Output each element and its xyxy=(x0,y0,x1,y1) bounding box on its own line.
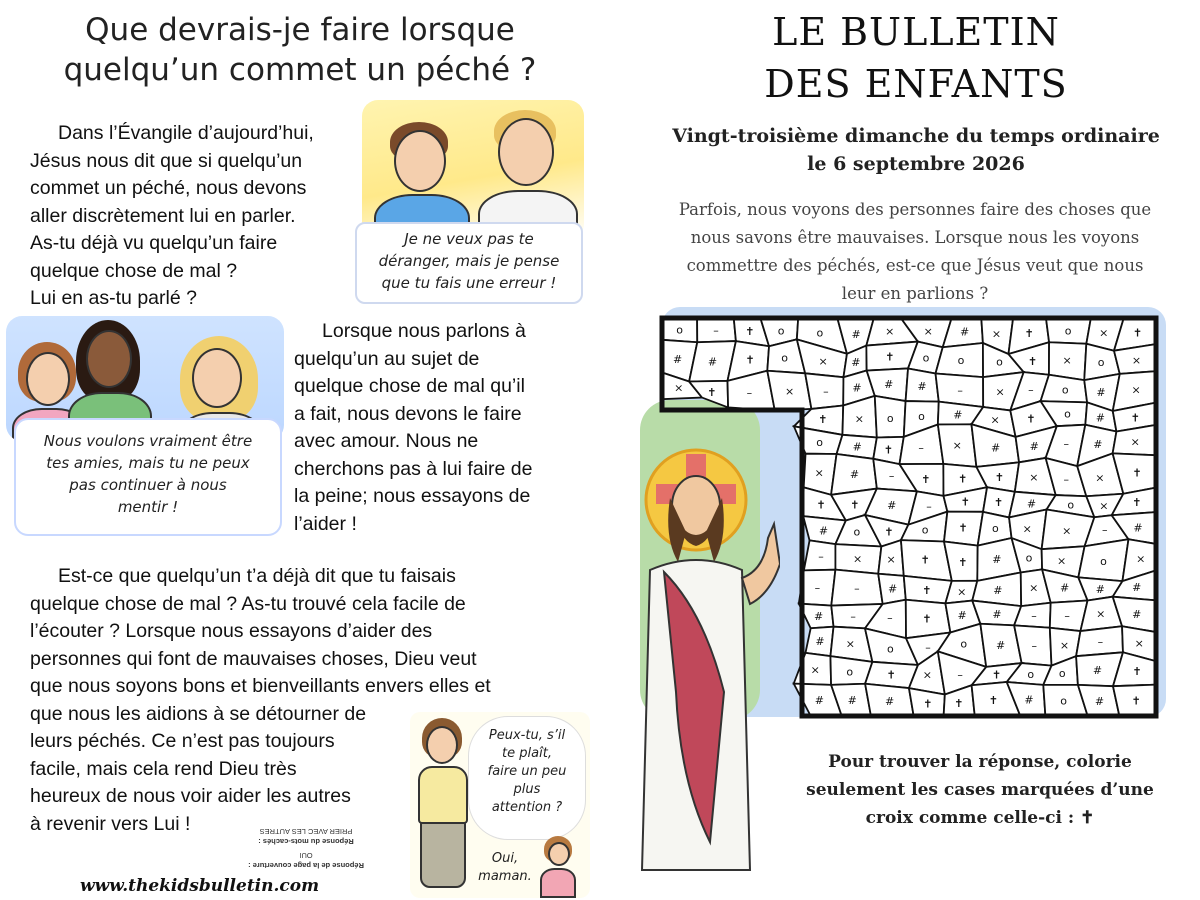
speech-bubble-3 xyxy=(468,716,586,840)
puzzle-symbol: # xyxy=(849,468,860,482)
title-line: Que devrais-je faire lorsque xyxy=(85,12,515,48)
puzzle-symbol: – xyxy=(1063,437,1069,451)
puzzle-symbol: – xyxy=(850,610,856,624)
puzzle-symbol: ✝ xyxy=(960,495,970,509)
puzzle-symbol: × xyxy=(1062,524,1072,538)
puzzle-symbol: # xyxy=(992,553,1002,567)
puzzle-symbol: – xyxy=(925,640,931,654)
puzzle-symbol: # xyxy=(1060,581,1070,595)
puzzle-symbol: ✝ xyxy=(921,472,931,486)
puzzle-symbol: # xyxy=(847,694,857,708)
bubble-line: Peux-tu, s’il xyxy=(488,728,566,743)
intro-line: nous savons être mauvaises. Lorsque nous les voyons xyxy=(690,228,1140,247)
puzzle-symbol: – xyxy=(1097,635,1104,649)
puzzle-symbol: # xyxy=(852,440,862,454)
puzzle-symbol: – xyxy=(1031,639,1038,653)
puzzle-symbol: # xyxy=(1092,663,1103,677)
puzzle-symbol: ✝ xyxy=(1132,466,1142,480)
puzzle-symbol: o xyxy=(957,354,965,368)
puzzle-symbol: × xyxy=(957,585,967,599)
text-line: que nous les aidions à se détourner de xyxy=(30,702,367,725)
puzzle-symbol: ✝ xyxy=(988,693,998,707)
bubble-line: te plaît, xyxy=(502,746,552,761)
puzzle-symbol: # xyxy=(957,609,967,623)
bubble-line: plus xyxy=(513,782,541,797)
bubble-line: faire un peu xyxy=(487,764,567,779)
puzzle-symbol: ✝ xyxy=(993,496,1004,510)
text-line: à revenir vers Lui ! xyxy=(30,812,191,835)
puzzle-symbol: ✝ xyxy=(1024,327,1034,341)
text-line: aller discrètement lui en parler. xyxy=(30,204,296,227)
puzzle-symbol: # xyxy=(672,353,683,367)
puzzle-symbol: o xyxy=(1061,383,1069,397)
text-line: l’écouter ? Lorsque nous essayons d’aider des xyxy=(30,620,433,642)
puzzle-symbol: × xyxy=(990,413,1000,427)
puzzle-symbol: ✝ xyxy=(816,498,826,512)
puzzle-symbol: ✝ xyxy=(957,472,968,486)
text-line: commet un péché, nous devons xyxy=(30,177,307,199)
puzzle-symbol: – xyxy=(814,581,821,595)
puzzle-symbol: – xyxy=(854,582,860,596)
puzzle-symbol: o xyxy=(1058,666,1066,680)
puzzle-symbol: ✝ xyxy=(1130,411,1140,425)
puzzle-symbol: o xyxy=(777,324,785,338)
intro-line: leur en parlions ? xyxy=(841,284,989,303)
puzzle-symbol: × xyxy=(991,327,1002,341)
puzzle-symbol: # xyxy=(1095,582,1105,596)
puzzle-symbol: – xyxy=(1064,609,1070,623)
answer-line: OUI xyxy=(299,851,313,860)
puzzle-symbol: # xyxy=(887,498,897,512)
puzzle-symbol: # xyxy=(1093,437,1103,451)
puzzle-symbol: # xyxy=(884,377,894,391)
text-line: Jésus nous dit que si quelqu’un xyxy=(30,149,303,172)
puzzle-symbol: ✝ xyxy=(885,350,895,364)
puzzle-symbol: o xyxy=(781,351,788,365)
puzzle-symbol: ✝ xyxy=(707,385,717,399)
puzzle-symbol: o xyxy=(922,351,930,365)
puzzle-symbol: – xyxy=(957,668,963,682)
puzzle-symbol: # xyxy=(852,381,862,395)
puzzle-symbol: × xyxy=(1099,499,1109,513)
bubble-line: maman. xyxy=(478,869,532,884)
puzzle-symbol: ✝ xyxy=(958,521,968,535)
puzzle-symbol: × xyxy=(810,663,820,677)
puzzle-symbol: o xyxy=(960,637,968,651)
puzzle-symbol: # xyxy=(1132,607,1142,621)
puzzle-symbol: o xyxy=(1060,694,1067,708)
puzzle-symbol: × xyxy=(852,552,863,566)
puzzle-symbol: ✝ xyxy=(850,498,860,512)
text-line: As-tu déjà vu quelqu’un faire xyxy=(30,232,278,254)
puzzle-symbol: # xyxy=(1133,521,1143,535)
bubble-line: que tu fais une erreur ! xyxy=(381,274,557,292)
puzzle-symbol: × xyxy=(1022,522,1032,536)
puzzle-symbol: × xyxy=(922,668,932,682)
puzzle-symbol: × xyxy=(952,438,962,452)
paragraph-1 xyxy=(30,120,370,313)
puzzle-symbol: × xyxy=(1059,639,1070,653)
instruction-line: croix comme celle-ci : ✝ xyxy=(865,808,1095,828)
answer-line: Réponse de la page couverture : xyxy=(248,861,364,870)
puzzle-symbol: × xyxy=(854,412,864,426)
text-line: Est-ce que quelqu’un t’a déjà dit que tu faisais xyxy=(58,565,456,587)
text-line: la peine; nous essayons de xyxy=(294,485,531,507)
puzzle-symbol: – xyxy=(918,441,924,455)
puzzle-symbol: ✝ xyxy=(1132,496,1142,510)
puzzle-symbol: – xyxy=(1063,472,1069,486)
puzzle-symbol: × xyxy=(1131,353,1142,367)
puzzle-symbol: ✝ xyxy=(958,556,968,570)
puzzle-symbol: – xyxy=(1028,383,1034,397)
puzzle-symbol: × xyxy=(923,325,933,339)
right-page xyxy=(600,0,1200,900)
puzzle-symbol: – xyxy=(957,383,963,397)
puzzle-symbol: ✝ xyxy=(994,471,1004,485)
puzzle-symbol: – xyxy=(1031,609,1037,623)
subtitle-line: le 6 septembre 2026 xyxy=(807,153,1025,175)
puzzle-symbol: × xyxy=(674,381,684,395)
bubble-line: attention ? xyxy=(491,800,563,815)
puzzle-symbol: # xyxy=(1132,581,1142,595)
puzzle-symbol: o xyxy=(1064,324,1072,338)
puzzle-symbol: × xyxy=(1130,435,1140,449)
puzzle-instruction xyxy=(790,748,1170,832)
puzzle-symbol: ✝ xyxy=(1026,412,1036,426)
puzzle-symbol: × xyxy=(1134,636,1144,650)
puzzle-symbol: – xyxy=(818,550,824,564)
bubble-line: déranger, mais je pense xyxy=(378,252,560,270)
puzzle-symbol: o xyxy=(1100,554,1107,568)
puzzle-symbol: # xyxy=(1095,411,1106,425)
text-line: quelque chose de mal ? xyxy=(30,259,238,282)
intro-line: Parfois, nous voyons des personnes faire des choses que xyxy=(678,200,1152,219)
puzzle-symbol: – xyxy=(926,499,932,513)
puzzle-symbol: # xyxy=(953,408,963,422)
puzzle-symbol: # xyxy=(992,607,1002,621)
puzzle-symbol: × xyxy=(1136,552,1146,566)
puzzle-symbol: # xyxy=(995,638,1006,652)
bubble-line: tes amies, mais tu ne peux xyxy=(46,454,250,472)
answer-line: Réponse du mots-cachés : xyxy=(258,837,354,846)
puzzle-symbol: × xyxy=(1099,326,1109,340)
text-line: Lorsque nous parlons à xyxy=(322,320,526,342)
puzzle-symbol: ✝ xyxy=(886,668,896,682)
puzzle-symbol: o xyxy=(1064,407,1071,421)
puzzle-symbol: # xyxy=(1029,439,1039,453)
left-page-title xyxy=(40,10,560,90)
puzzle-symbol: ✝ xyxy=(922,612,932,626)
puzzle-symbol: o xyxy=(816,326,824,340)
bubble-line: pas continuer à nous xyxy=(69,476,227,494)
puzzle-symbol: # xyxy=(917,380,927,394)
puzzle-symbol: o xyxy=(886,642,894,656)
puzzle-symbol: # xyxy=(960,325,970,339)
puzzle-symbol: o xyxy=(921,523,929,537)
puzzle-symbol: – xyxy=(1102,523,1108,537)
illustration-mother-child xyxy=(410,712,590,898)
text-line: Dans l’Évangile d’aujourd’hui, xyxy=(58,122,314,144)
puzzle-symbol: ✝ xyxy=(920,553,930,567)
title-line: DES ENFANTS xyxy=(764,62,1068,106)
bubble-line: Nous voulons vraiment être xyxy=(43,432,253,450)
puzzle-symbol: o xyxy=(886,411,894,425)
answer-line: PRIER AVEC LES AUTRES xyxy=(259,827,353,836)
illustration-two-boys xyxy=(362,100,584,240)
puzzle-symbol: # xyxy=(851,327,861,341)
title-line: LE BULLETIN xyxy=(772,10,1060,54)
puzzle-symbol: × xyxy=(995,385,1005,399)
text-line: avec amour. Nous ne xyxy=(294,430,479,452)
text-line: quelque chose de mal qu’il xyxy=(294,375,525,397)
text-line: quelqu’un au sujet de xyxy=(294,347,480,370)
speech-bubble-4 xyxy=(470,850,540,886)
text-line: quelque chose de mal ? As-tu trouvé cela facile de xyxy=(30,592,466,615)
puzzle-symbol: # xyxy=(851,355,861,369)
puzzle-symbol: o xyxy=(853,525,861,539)
puzzle-symbol: o xyxy=(676,323,683,337)
text-line: l’aider ! xyxy=(294,512,357,535)
puzzle-symbol: ✝ xyxy=(884,525,894,539)
bubble-line: Je ne veux pas te xyxy=(404,230,534,248)
puzzle-symbol: ✝ xyxy=(1132,326,1143,340)
puzzle-symbol: # xyxy=(1024,693,1034,707)
puzzle-symbol: # xyxy=(1026,497,1037,511)
puzzle-symbol: o xyxy=(816,436,823,450)
puzzle-symbol: # xyxy=(993,583,1003,597)
bulletin-subtitle xyxy=(640,122,1192,178)
bubble-line: Oui, xyxy=(491,851,519,866)
puzzle-symbol: o xyxy=(1025,551,1033,565)
puzzle-symbol: o xyxy=(1027,667,1035,681)
puzzle-symbol: o xyxy=(846,665,854,679)
text-line: a fait, nous devons le faire xyxy=(294,402,522,425)
puzzle-symbol: ✝ xyxy=(1027,354,1038,368)
puzzle-symbol: # xyxy=(1096,385,1106,399)
paragraph-2 xyxy=(294,318,584,538)
puzzle-symbol: ✝ xyxy=(818,412,828,426)
instruction-line: seulement les cases marquées d’une xyxy=(806,780,1154,800)
title-line: quelqu’un commet un péché ? xyxy=(63,52,537,88)
puzzle-symbol: ✝ xyxy=(1131,694,1141,708)
puzzle-symbol: × xyxy=(814,466,824,480)
puzzle-symbol: # xyxy=(815,634,825,648)
puzzle-symbol: ✝ xyxy=(922,583,932,597)
puzzle-symbol: × xyxy=(1096,607,1106,621)
puzzle-symbol: × xyxy=(1029,581,1039,595)
speech-bubble-2 xyxy=(14,418,282,536)
puzzle-symbol: × xyxy=(1029,470,1039,484)
puzzle-symbol: o xyxy=(1067,498,1075,512)
puzzle-symbol: ✝ xyxy=(991,668,1002,682)
text-line: heureux de nous voir aider les autres xyxy=(30,785,351,807)
puzzle-symbol: ✝ xyxy=(745,353,755,367)
puzzle-symbol: × xyxy=(1062,354,1072,368)
puzzle-symbol: – xyxy=(746,386,753,400)
puzzle-symbol: – xyxy=(823,385,829,399)
puzzle-symbol: o xyxy=(996,355,1003,369)
puzzle-symbol: # xyxy=(813,610,824,624)
puzzle-symbol: ✝ xyxy=(745,324,755,338)
puzzle-symbol: ✝ xyxy=(923,697,933,711)
puzzle-symbol: # xyxy=(991,441,1001,455)
puzzle-symbol: – xyxy=(713,323,719,337)
puzzle-symbol: × xyxy=(818,354,828,368)
puzzle-symbol: # xyxy=(814,694,824,708)
puzzle-symbol: # xyxy=(818,524,829,538)
bubble-line: mentir ! xyxy=(117,498,179,516)
puzzle-symbol: o xyxy=(991,522,999,536)
instruction-line: Pour trouver la réponse, colorie xyxy=(828,752,1132,772)
puzzle-symbol: o xyxy=(918,410,925,424)
puzzle-symbol: # xyxy=(885,694,895,708)
intro-question xyxy=(660,196,1170,308)
text-line: Lui en as-tu parlé ? xyxy=(30,287,197,309)
puzzle-symbol: ✝ xyxy=(954,696,964,710)
puzzle-symbol: # xyxy=(1094,694,1105,708)
puzzle-symbol: – xyxy=(887,611,893,625)
puzzle-symbol: ✝ xyxy=(883,443,893,457)
text-line: facile, mais cela rend Dieu très xyxy=(30,757,297,780)
intro-line: commettre des péchés, est-ce que Jésus veut que nous xyxy=(686,256,1144,275)
puzzle-symbol: × xyxy=(1057,554,1067,568)
puzzle-symbol: # xyxy=(887,582,898,596)
puzzle-symbol: o xyxy=(1097,356,1105,370)
puzzle-symbol: × xyxy=(1095,471,1105,485)
puzzle-symbol: # xyxy=(707,355,718,369)
puzzle-symbol: × xyxy=(845,637,855,651)
puzzle-symbol: × xyxy=(885,324,895,338)
subtitle-line: Vingt-troisième dimanche du temps ordinaire xyxy=(672,125,1160,147)
text-line: personnes qui font de mauvaises choses, Dieu veut xyxy=(30,647,477,670)
text-line: que nous soyons bons et bienveillants envers elles et xyxy=(30,675,491,697)
puzzle-symbol: ✝ xyxy=(1132,665,1142,679)
speech-bubble-1 xyxy=(355,222,583,304)
puzzle-symbol: × xyxy=(785,384,795,398)
website-url[interactable]: www.thekidsbulletin.com xyxy=(80,876,320,896)
puzzle-symbol: × xyxy=(886,553,896,567)
puzzle-symbol: × xyxy=(1131,383,1141,397)
jesus-figure xyxy=(630,440,780,880)
bulletin-title xyxy=(700,6,1132,110)
text-line: cherchons pas à lui faire de xyxy=(294,457,533,480)
text-line: leurs péchés. Ce n’est pas toujours xyxy=(30,730,335,752)
answer-key-upside-down xyxy=(236,800,376,870)
puzzle-symbol: – xyxy=(888,469,895,483)
